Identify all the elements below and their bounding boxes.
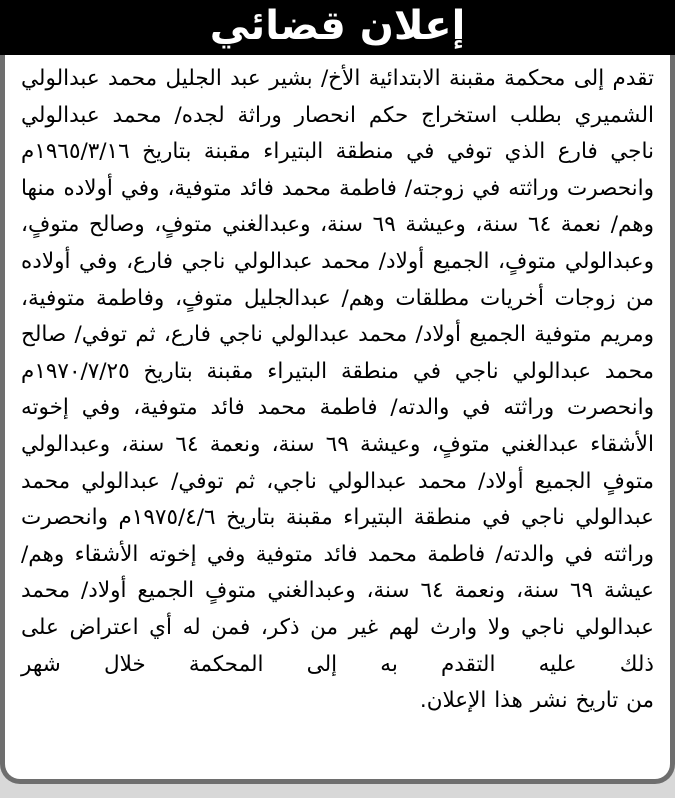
- notice-card-wrapper: [0, 55, 675, 798]
- notice-body-main: تقدم إلى محكمة مقبنة الابتدائية الأخ/ بشير عبد الجليل محمد عبدالولي الشميري بطلب استخراج حكم انحصار وراثة لجده/ محمد عبدالولي ناجي فارع الذي توفي في منطقة البتيراء مقبنة بتاريخ ١٩٦٥/٣/١٦م وانحصرت وراثته في زوجته/ فاطمة محمد فائد متوفية، وفي أولاده منها وهم/ نعمة ٦٤ سنة، وعيشة ٦٩ سنة، وعبدالغني متوفٍ، وصالح متوفٍ، وعبدالولي متوفٍ، الجميع أولاد/ محمد عبدالولي ناجي فارع، وفي أولاده من زوجات أخريات مطلقات وهم/ عبدالجليل متوفٍ، وفاطمة متوفية، ومريم متوفية الجميع أولاد/ محمد عبدالولي ناجي فارع، ثم توفي/ صالح محمد عبدالولي ناجي في منطقة البتيراء مقبنة بتاريخ ١٩٧٠/٧/٢٥م وانحصرت وراثته في والدته/ فاطمة محمد فائد متوفية، وفي إخوته الأشقاء عبدالغني متوفٍ، وعيشة ٦٩ سنة، ونعمة ٦٤ سنة، وعبدالولي متوفٍ الجميع أولاد/ محمد عبدالولي ناجي، ثم توفي/ عبدالولي محمد عبدالولي ناجي في منطقة البتيراء مقبنة بتاريخ ١٩٧٥/٤/٦م وانحصرت وراثته في والدته/ فاطمة محمد فائد متوفية وفي إخوته الأشقاء وهم/ عيشة ٦٩ سنة، ونعمة ٦٤ سنة، وعبدالغني متوفٍ الجميع أولاد/ محمد عبدالولي ناجي ولا وارث لهم غير من ذكر، فمن له أي اعتراض على ذلك عليه التقدم به إلى المحكمة خلال شهر: [21, 66, 654, 677]
- page-title: إعلان قضائي: [209, 3, 466, 49]
- notice-content-card: [0, 51, 675, 784]
- page-bottom-strip: [0, 785, 675, 798]
- notice-body: [5, 51, 670, 720]
- notice-header-band: [0, 0, 675, 55]
- notice-closing-line: من تاريخ نشر هذا الإعلان.: [419, 688, 654, 714]
